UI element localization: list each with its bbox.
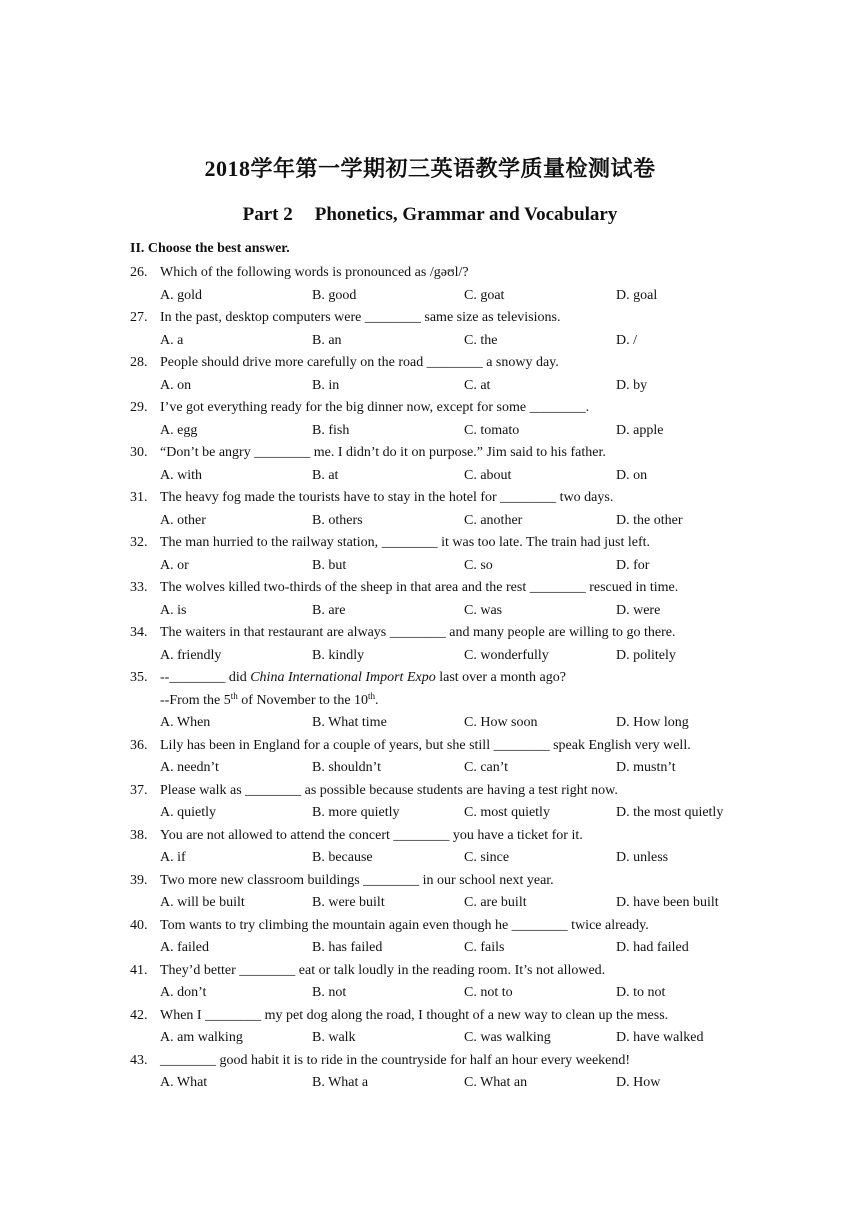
question-stem: The heavy fog made the tourists have to stay in the hotel for ________ two days. xyxy=(160,490,614,505)
option-c: C. are built xyxy=(464,895,527,910)
option-a: A. a xyxy=(160,332,184,348)
question-number: 31. xyxy=(130,490,148,505)
option-c: C. was walking xyxy=(464,1030,551,1045)
question-stem-row xyxy=(130,690,770,713)
options-row xyxy=(130,847,770,870)
question-stem-row xyxy=(130,780,770,803)
part-name: Phonetics, Grammar and Vocabulary xyxy=(314,204,618,225)
option-a: A. with xyxy=(160,467,202,483)
option-a: A. is xyxy=(160,602,187,618)
question-number: 41. xyxy=(130,962,148,978)
option-c: C. the xyxy=(464,332,498,348)
option-c: C. since xyxy=(464,850,510,865)
question-number: 30. xyxy=(130,445,148,460)
option-d: D. to not xyxy=(616,985,666,1000)
question-number: 33. xyxy=(130,580,148,595)
question-stem: Which of the following words is pronounced as /gəʊl/? xyxy=(160,265,469,280)
option-d: D. have been built xyxy=(616,895,719,910)
question-stem-row xyxy=(130,262,770,285)
option-a: A. quietly xyxy=(160,805,216,820)
question-stem-row xyxy=(130,1050,770,1073)
question-stem-row xyxy=(130,1005,770,1028)
option-c: C. most quietly xyxy=(464,805,550,820)
question-number: 36. xyxy=(130,737,148,753)
option-d: D. have walked xyxy=(616,1030,704,1045)
question-stem: Lily has been in England for a couple of years, but she still ________ speak English very well. xyxy=(160,737,691,753)
option-d: D. had failed xyxy=(616,940,689,955)
question-stem: Two more new classroom buildings ________ in our school next year. xyxy=(160,872,554,888)
stem-text: --From the 5 xyxy=(160,692,231,708)
question-list xyxy=(130,262,770,1095)
option-a: A. gold xyxy=(160,287,202,303)
option-b: B. because xyxy=(312,850,373,865)
option-c: C. What an xyxy=(464,1075,528,1090)
stem-text: of November to the 10 xyxy=(237,692,369,708)
options-row xyxy=(130,465,770,488)
question-stem-row xyxy=(130,622,770,645)
option-a: A. don’t xyxy=(160,985,207,1000)
options-row xyxy=(130,1072,770,1095)
option-d: D. How xyxy=(616,1075,661,1090)
options-row xyxy=(130,375,770,398)
stem-superscript: th xyxy=(230,690,238,701)
option-b: B. were built xyxy=(312,895,385,910)
question-stem: I’ve got everything ready for the big dinner now, except for some ________. xyxy=(160,400,590,415)
question-stem-row xyxy=(130,352,770,375)
question-stem: They’d better ________ eat or talk loudly in the reading room. It’s not allowed. xyxy=(160,962,606,978)
question-number: 32. xyxy=(130,535,148,550)
options-row xyxy=(130,802,770,825)
question-stem-row xyxy=(130,667,770,690)
option-b: B. not xyxy=(312,985,347,1000)
option-b: B. fish xyxy=(312,422,350,438)
question-number: 42. xyxy=(130,1007,148,1023)
option-a: A. What xyxy=(160,1075,208,1090)
option-b: B. good xyxy=(312,287,357,303)
question-number: 43. xyxy=(130,1052,148,1068)
option-b: B. at xyxy=(312,467,339,483)
question-stem xyxy=(160,690,379,713)
question-number: 39. xyxy=(130,872,148,888)
question-stem-row xyxy=(130,397,770,420)
exam-title: 2018学年第一学期初三英语教学质量检测试卷 xyxy=(204,156,656,181)
options-row xyxy=(130,712,770,735)
stem-text: . xyxy=(375,692,379,708)
question-stem-row xyxy=(130,825,770,848)
stem-text: last over a month ago? xyxy=(435,670,566,685)
question-stem-row xyxy=(130,442,770,465)
option-a: A. or xyxy=(160,557,189,573)
option-b: B. an xyxy=(312,332,342,348)
options-row xyxy=(130,937,770,960)
question-number: 37. xyxy=(130,782,148,798)
question-stem: “Don’t be angry ________ me. I didn’t do it on purpose.” Jim said to his father. xyxy=(160,445,606,460)
option-c: C. wonderfully xyxy=(464,647,549,663)
option-d: D. mustn’t xyxy=(616,760,676,775)
question-stem-row xyxy=(130,870,770,893)
option-b: B. has failed xyxy=(312,940,383,955)
option-a: A. on xyxy=(160,377,192,393)
option-a: A. needn’t xyxy=(160,760,219,775)
question-stem-row xyxy=(130,532,770,555)
question-number: 35. xyxy=(130,670,148,685)
option-d: D. the most quietly xyxy=(616,805,724,820)
option-d: D. goal xyxy=(616,287,658,303)
option-d: D. unless xyxy=(616,850,669,865)
option-b: B. What time xyxy=(312,715,387,730)
question-stem-row xyxy=(130,577,770,600)
option-a: A. egg xyxy=(160,422,198,438)
option-c: C. can’t xyxy=(464,760,509,775)
options-row xyxy=(130,420,770,443)
option-c: C. at xyxy=(464,377,491,393)
option-b: B. are xyxy=(312,602,346,618)
question-stem: You are not allowed to attend the concert ________ you have a ticket for it. xyxy=(160,827,583,843)
question-stem: Please walk as ________ as possible because students are having a test right now. xyxy=(160,782,618,798)
stem-text: --________ did xyxy=(160,670,251,685)
option-d: D. the other xyxy=(616,512,683,528)
option-c: C. so xyxy=(464,557,493,573)
question-number: 28. xyxy=(130,355,148,370)
question-stem: People should drive more carefully on the road ________ a snowy day. xyxy=(160,355,559,370)
options-row xyxy=(130,645,770,668)
question-stem: The waiters in that restaurant are always ________ and many people are willing to go there. xyxy=(160,625,676,640)
option-d: D. / xyxy=(616,332,637,348)
option-a: A. will be built xyxy=(160,895,245,910)
option-a: A. friendly xyxy=(160,647,222,663)
options-row xyxy=(130,330,770,353)
option-b: B. others xyxy=(312,512,363,528)
question-stem-row xyxy=(130,960,770,983)
options-row xyxy=(130,510,770,533)
option-b: B. What a xyxy=(312,1075,369,1090)
option-b: B. kindly xyxy=(312,647,365,663)
option-d: D. by xyxy=(616,377,648,393)
stem-superscript: th xyxy=(368,690,376,701)
option-a: A. When xyxy=(160,715,211,730)
stem-italic-title: China International Import Expo xyxy=(250,670,436,685)
options-row xyxy=(130,555,770,578)
option-b: B. in xyxy=(312,377,340,393)
options-row xyxy=(130,757,770,780)
section-heading: II. Choose the best answer. xyxy=(130,241,290,256)
option-a: A. if xyxy=(160,850,186,865)
option-a: A. am walking xyxy=(160,1030,243,1045)
question-stem-row xyxy=(130,915,770,938)
question-stem: ________ good habit it is to ride in the countryside for half an hour every weekend! xyxy=(160,1052,631,1068)
option-a: A. other xyxy=(160,512,206,528)
question-stem: When I ________ my pet dog along the road, I thought of a new way to clean up the mess. xyxy=(160,1007,669,1023)
question-stem xyxy=(160,667,566,690)
option-d: D. on xyxy=(616,467,648,483)
options-row xyxy=(130,1027,770,1050)
option-b: B. shouldn’t xyxy=(312,760,381,775)
options-row xyxy=(130,600,770,623)
option-c: C. How soon xyxy=(464,715,538,730)
option-c: C. tomato xyxy=(464,422,520,438)
option-c: C. was xyxy=(464,602,503,618)
option-d: D. How long xyxy=(616,715,689,730)
option-d: D. politely xyxy=(616,647,676,663)
question-number: 40. xyxy=(130,917,148,933)
question-number: 26. xyxy=(130,265,148,280)
part-heading xyxy=(0,204,860,226)
question-stem: The man hurried to the railway station, ________ it was too late. The train had just left. xyxy=(160,535,651,550)
option-a: A. failed xyxy=(160,940,209,955)
question-number: 29. xyxy=(130,400,148,415)
question-stem-row xyxy=(130,735,770,758)
option-c: C. not to xyxy=(464,985,513,1000)
question-stem: Tom wants to try climbing the mountain again even though he ________ twice already. xyxy=(160,917,649,933)
option-c: C. fails xyxy=(464,940,505,955)
option-d: D. apple xyxy=(616,422,664,438)
question-stem: The wolves killed two-thirds of the sheep in that area and the rest ________ rescued in time. xyxy=(160,580,679,595)
option-b: B. walk xyxy=(312,1030,356,1045)
question-number: 27. xyxy=(130,310,148,325)
question-stem: In the past, desktop computers were ________ same size as televisions. xyxy=(160,310,561,325)
option-c: C. another xyxy=(464,512,523,528)
option-d: D. were xyxy=(616,602,661,618)
option-c: C. about xyxy=(464,467,512,483)
question-number: 34. xyxy=(130,625,148,640)
option-d: D. for xyxy=(616,557,650,573)
part-label: Part 2 xyxy=(242,204,293,225)
question-stem-row xyxy=(130,487,770,510)
option-b: B. more quietly xyxy=(312,805,400,820)
options-row xyxy=(130,982,770,1005)
question-stem-row xyxy=(130,307,770,330)
options-row xyxy=(130,892,770,915)
option-b: B. but xyxy=(312,557,347,573)
option-c: C. goat xyxy=(464,287,505,303)
question-number: 38. xyxy=(130,827,148,843)
options-row xyxy=(130,285,770,308)
